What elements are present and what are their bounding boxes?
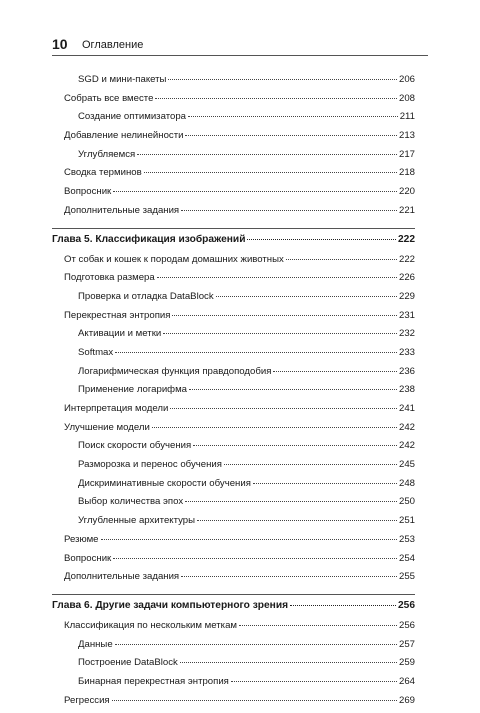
dot-leader bbox=[155, 97, 397, 99]
dot-leader bbox=[144, 171, 397, 173]
toc-chapter-title: Глава 6. Другие задачи компьютерного зрения bbox=[52, 599, 289, 611]
dot-leader bbox=[137, 153, 397, 155]
toc-entry-page: 241 bbox=[398, 403, 415, 414]
toc-subsection-entry[interactable] bbox=[52, 515, 415, 534]
toc-section-entry[interactable] bbox=[52, 571, 415, 590]
toc-entry-page: 226 bbox=[398, 272, 415, 284]
toc-entry-title: Бинарная перекрестная энтропия bbox=[78, 675, 229, 687]
toc-entry-title: Углубляемся bbox=[78, 148, 136, 160]
toc-entry-page: 242 bbox=[398, 421, 415, 433]
dot-leader bbox=[172, 314, 397, 316]
dot-leader bbox=[189, 388, 397, 390]
dot-leader bbox=[115, 643, 397, 645]
toc-entry-page: 233 bbox=[398, 346, 415, 358]
toc-subsection-entry[interactable] bbox=[52, 459, 415, 478]
dot-leader bbox=[197, 519, 397, 521]
toc-entry-page: 269 bbox=[398, 694, 415, 706]
toc-section-entry[interactable] bbox=[52, 205, 415, 224]
toc-entry-page: 231 bbox=[398, 309, 415, 321]
toc-section-entry[interactable] bbox=[52, 422, 415, 441]
dot-leader bbox=[193, 444, 397, 446]
toc-entry-title: Углубленные архитектуры bbox=[78, 515, 196, 527]
dot-leader bbox=[188, 115, 398, 117]
toc-entry-title: SGD и мини-пакеты bbox=[78, 74, 167, 85]
toc-entry-title: Регрессия bbox=[64, 694, 110, 706]
dot-leader bbox=[168, 78, 397, 80]
dot-leader bbox=[163, 332, 397, 334]
toc-subsection-entry[interactable] bbox=[52, 366, 415, 385]
toc-entry-title: Резюме bbox=[64, 533, 99, 545]
dot-leader bbox=[181, 209, 397, 211]
toc-entry-page: 248 bbox=[398, 477, 415, 489]
dot-leader bbox=[170, 407, 397, 409]
toc-entry-title: Softmax bbox=[78, 346, 114, 358]
toc-section-entry[interactable] bbox=[52, 553, 415, 572]
header-rule bbox=[52, 55, 428, 56]
toc-entry-page: 251 bbox=[398, 515, 415, 527]
dot-leader bbox=[216, 295, 397, 297]
chapter-separator bbox=[52, 594, 415, 595]
toc-entry-title: Логарифмическая функция правдоподобия bbox=[78, 365, 272, 377]
dot-leader bbox=[253, 482, 397, 484]
toc-subsection-entry[interactable] bbox=[52, 676, 415, 695]
toc-entry-title: Выбор количества эпох bbox=[78, 496, 184, 508]
dot-leader bbox=[290, 604, 396, 606]
toc-entry-title: Активации и метки bbox=[78, 328, 162, 340]
toc-entry-title: Проверка и отладка DataBlock bbox=[78, 290, 214, 302]
toc-subsection-entry[interactable] bbox=[52, 478, 415, 497]
toc-entry-page: 254 bbox=[398, 552, 415, 564]
toc-entry-page: 259 bbox=[398, 657, 415, 669]
toc-entry-page: 208 bbox=[398, 92, 415, 104]
toc-entry-title: Дополнительные задания bbox=[64, 571, 180, 583]
dot-leader bbox=[112, 699, 397, 701]
dot-leader bbox=[157, 276, 397, 278]
toc-subsection-entry[interactable] bbox=[52, 291, 415, 310]
dot-leader bbox=[180, 661, 397, 663]
dot-leader bbox=[247, 238, 396, 240]
toc-chapter-5[interactable] bbox=[52, 234, 415, 254]
toc-entry-title: Добавление нелинейности bbox=[64, 130, 184, 142]
toc-entry-title: Вопросник bbox=[64, 552, 112, 564]
toc-subsection-entry[interactable] bbox=[52, 328, 415, 347]
toc-entry-page: 264 bbox=[398, 675, 415, 687]
toc-chapter-6[interactable] bbox=[52, 600, 415, 620]
toc-subsection-entry[interactable] bbox=[52, 639, 415, 658]
dot-leader bbox=[185, 500, 397, 502]
toc-entry-title: Интерпретация модели bbox=[64, 403, 169, 414]
toc-entry-title: Улучшение модели bbox=[64, 421, 150, 433]
toc-section-entry[interactable] bbox=[52, 254, 415, 273]
toc-entry-title: Дополнительные задания bbox=[64, 204, 180, 216]
toc-entry-page: 229 bbox=[398, 290, 415, 302]
toc-section-entry[interactable] bbox=[52, 130, 415, 149]
dot-leader bbox=[224, 463, 397, 465]
toc-subsection-entry[interactable] bbox=[52, 384, 415, 403]
toc-section-chapter4-tail bbox=[52, 74, 415, 224]
toc-entry-page: 253 bbox=[398, 533, 415, 545]
page-header bbox=[52, 36, 428, 58]
toc-entry-page: 245 bbox=[398, 459, 415, 471]
toc-chapter-title: Глава 5. Классификация изображений bbox=[52, 233, 246, 245]
toc-section-entry[interactable] bbox=[52, 167, 415, 186]
dot-leader bbox=[113, 190, 397, 192]
toc-subsection-entry[interactable] bbox=[52, 657, 415, 676]
toc-chapter-page: 222 bbox=[398, 233, 415, 245]
toc-subsection-entry[interactable] bbox=[52, 111, 415, 130]
toc-section-entry[interactable] bbox=[52, 620, 415, 639]
toc-entry-title: Подготовка размера bbox=[64, 272, 155, 284]
toc-entry-page: 238 bbox=[398, 384, 415, 396]
toc-entry-page: 221 bbox=[398, 204, 415, 216]
toc-entry-title: Поиск скорости обучения bbox=[78, 440, 192, 452]
toc-entry-title: Классификация по нескольким меткам bbox=[64, 619, 238, 631]
toc-entry-title: Дискриминативные скорости обучения bbox=[78, 477, 251, 489]
toc-subsection-entry[interactable] bbox=[52, 149, 415, 168]
toc-section-entry[interactable] bbox=[52, 272, 415, 291]
dot-leader bbox=[115, 351, 397, 353]
toc-entry-page: 250 bbox=[398, 496, 415, 508]
toc-section-entry[interactable] bbox=[52, 403, 415, 422]
dot-leader bbox=[286, 258, 397, 260]
toc-section-entry[interactable] bbox=[52, 310, 415, 329]
dot-leader bbox=[152, 426, 397, 428]
toc-entry-page: 242 bbox=[398, 440, 415, 452]
toc-section-entry[interactable] bbox=[52, 695, 415, 713]
dot-leader bbox=[231, 680, 397, 682]
toc-entry-title: Применение логарифма bbox=[78, 384, 187, 396]
toc-entry-title: Создание оптимизатора bbox=[78, 111, 186, 123]
toc-subsection-entry[interactable] bbox=[52, 496, 415, 515]
toc-entry-title: Разморозка и перенос обучения bbox=[78, 459, 222, 471]
toc-entry-title: Перекрестная энтропия bbox=[64, 309, 171, 321]
toc-entry-page: 206 bbox=[398, 74, 415, 85]
toc-entry-title: Построение DataBlock bbox=[78, 657, 178, 669]
dot-leader bbox=[113, 557, 397, 559]
dot-leader bbox=[185, 134, 397, 136]
toc-entry-page: 218 bbox=[398, 167, 415, 179]
dot-leader bbox=[181, 575, 397, 577]
toc-section-chapter6 bbox=[52, 620, 415, 713]
toc-entry-title: Вопросник bbox=[64, 186, 112, 198]
dot-leader bbox=[101, 538, 397, 540]
dot-leader bbox=[273, 370, 397, 372]
toc-section-entry[interactable] bbox=[52, 186, 415, 205]
toc-subsection-entry[interactable] bbox=[52, 74, 415, 93]
toc-subsection-entry[interactable] bbox=[52, 347, 415, 366]
toc-entry-page: 220 bbox=[398, 186, 415, 198]
toc-entry-page: 257 bbox=[398, 638, 415, 650]
toc-entry-page: 236 bbox=[398, 365, 415, 377]
page-number: 10 bbox=[52, 36, 68, 52]
toc-entry-page: 211 bbox=[399, 111, 415, 123]
chapter-separator bbox=[52, 228, 415, 229]
dot-leader bbox=[239, 624, 397, 626]
toc-entry-page: 232 bbox=[398, 328, 415, 340]
running-header-title: Оглавление bbox=[82, 39, 144, 51]
toc-entry-title: Сводка терминов bbox=[64, 167, 142, 179]
toc-entry-page: 213 bbox=[398, 130, 415, 142]
toc-section-entry[interactable] bbox=[52, 93, 415, 112]
table-of-contents bbox=[52, 74, 415, 713]
toc-chapter-page: 256 bbox=[398, 599, 415, 611]
toc-entry-page: 222 bbox=[398, 253, 415, 265]
toc-section-entry[interactable] bbox=[52, 534, 415, 553]
toc-entry-title: Данные bbox=[78, 638, 113, 650]
toc-entry-title: Собрать все вместе bbox=[64, 92, 154, 104]
toc-entry-page: 217 bbox=[398, 148, 415, 160]
toc-entry-page: 255 bbox=[398, 571, 415, 583]
toc-section-chapter5 bbox=[52, 254, 415, 590]
toc-entry-title: От собак и кошек к породам домашних животных bbox=[64, 253, 284, 265]
toc-entry-page: 256 bbox=[398, 619, 415, 631]
toc-subsection-entry[interactable] bbox=[52, 440, 415, 459]
